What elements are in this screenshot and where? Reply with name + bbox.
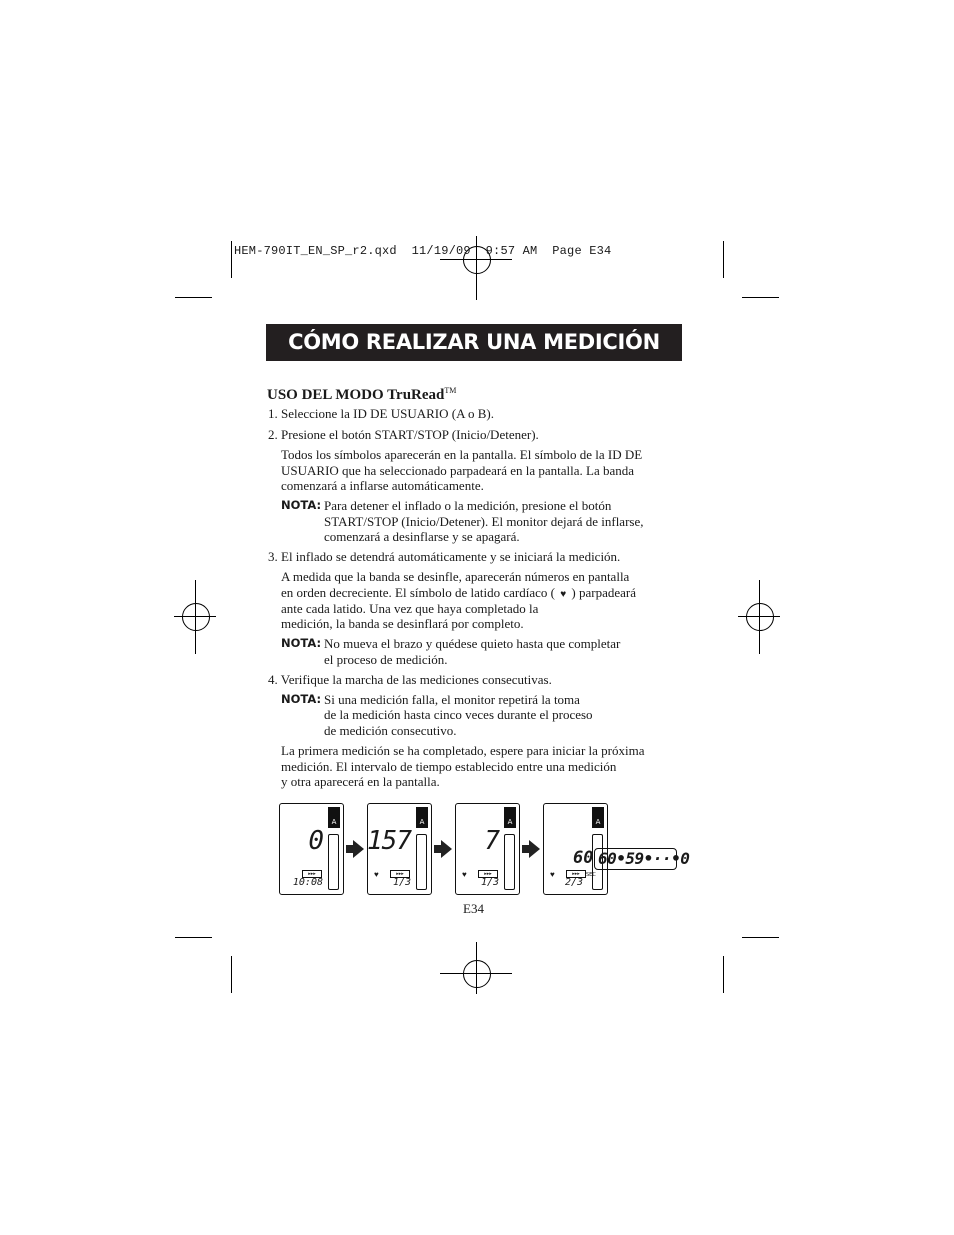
registration-mark bbox=[759, 580, 760, 654]
lcd-value: 7 bbox=[484, 826, 499, 856]
paragraph-line: Todos los símbolos aparecerán en la pantalla. El símbolo de la ID DE bbox=[281, 447, 643, 462]
note-label: NOTA: bbox=[281, 498, 322, 512]
right-arrow-icon bbox=[353, 840, 364, 858]
lcd-time: 10:08 bbox=[292, 877, 323, 888]
paragraph-line: A medida que la banda se desinfle, aparecerán números en pantalla bbox=[281, 569, 630, 584]
note-line: de medición consecutivo. bbox=[324, 723, 457, 738]
heart-icon: ♥ bbox=[560, 589, 567, 600]
user-icon: A bbox=[592, 807, 604, 828]
note-line: START/STOP (Inicio/Detener). El monitor dejará de inflarse, bbox=[324, 514, 644, 529]
battery-icon: ▸▸▸ bbox=[478, 870, 498, 878]
heart-icon: ♥ bbox=[550, 870, 555, 879]
registration-mark bbox=[476, 942, 477, 994]
crop-mark bbox=[175, 297, 212, 298]
step-1: 1. Seleccione la ID DE USUARIO (A o B). bbox=[268, 406, 495, 421]
right-arrow-icon bbox=[434, 845, 441, 853]
user-icon: A bbox=[328, 807, 340, 828]
crop-mark bbox=[742, 937, 779, 938]
step-4: 4. Verifique la marcha de las mediciones consecutivas. bbox=[268, 672, 552, 687]
lcd-display-3 bbox=[455, 803, 520, 895]
page-title: CÓMO REALIZAR UNA MEDICIÓN bbox=[266, 324, 682, 361]
crop-mark bbox=[723, 241, 724, 278]
note-line: Si una medición falla, el monitor repetirá la toma bbox=[324, 692, 580, 707]
pressure-bar bbox=[504, 834, 515, 890]
user-icon: A bbox=[416, 807, 428, 828]
right-arrow-icon bbox=[529, 840, 540, 858]
file-slug: HEM-790IT_EN_SP_r2.qxd 11/19/09 9:57 AM Page E34 bbox=[234, 244, 612, 258]
paragraph-line: en orden decreciente. El símbolo de latido cardíaco ( ♥ ) parpadeará bbox=[281, 585, 636, 603]
note-line: Para detener el inflado o la medición, presione el botón bbox=[324, 498, 612, 513]
registration-mark bbox=[746, 603, 774, 631]
heart-icon: ♥ bbox=[374, 870, 379, 879]
user-icon: A bbox=[504, 807, 516, 828]
note-line: de la medición hasta cinco veces durante el proceso bbox=[324, 707, 593, 722]
battery-icon: ▸▸▸ bbox=[566, 870, 586, 878]
paragraph-line: USUARIO que ha seleccionado parpadeará en la pantalla. La banda bbox=[281, 463, 635, 478]
pressure-bar bbox=[328, 834, 339, 890]
battery-icon: ▸▸▸ bbox=[390, 870, 410, 878]
lcd-count: 2/3 bbox=[564, 877, 583, 888]
registration-mark bbox=[463, 960, 491, 988]
page-number: E34 bbox=[463, 901, 484, 916]
crop-mark bbox=[231, 241, 232, 278]
right-arrow-icon bbox=[522, 845, 529, 853]
right-arrow-icon bbox=[346, 845, 353, 853]
lcd-display-2 bbox=[367, 803, 432, 895]
countdown-value: 60 bbox=[573, 848, 594, 868]
trademark: TM bbox=[444, 386, 457, 395]
pressure-bar bbox=[416, 834, 427, 890]
sec-label: SEC bbox=[586, 872, 596, 878]
countdown-sequence: 60•59•··•0 bbox=[598, 849, 690, 868]
paragraph-line: y otra aparecerá en la pantalla. bbox=[281, 774, 440, 789]
lcd-display-1 bbox=[279, 803, 344, 895]
paragraph-line: La primera medición se ha completado, espere para iniciar la próxima bbox=[281, 743, 645, 758]
paragraph-line: medición, la banda se desinflará por completo. bbox=[281, 616, 524, 631]
right-arrow-icon bbox=[441, 840, 452, 858]
section-heading: USO DEL MODO TruRead™ bbox=[267, 386, 457, 403]
lcd-count: 1/3 bbox=[392, 877, 411, 888]
heart-icon: ♥ bbox=[462, 870, 467, 879]
step-2: 2. Presione el botón START/STOP (Inicio/Detener). bbox=[268, 427, 539, 442]
lcd-value: 0 bbox=[308, 826, 323, 856]
registration-mark bbox=[182, 603, 210, 631]
note-label: NOTA: bbox=[281, 692, 322, 706]
registration-mark bbox=[195, 580, 196, 654]
note-line: No mueva el brazo y quédese quieto hasta que completar bbox=[324, 636, 621, 651]
step-3: 3. El inflado se detendrá automáticamente y se iniciará la medición. bbox=[268, 549, 621, 564]
note-line: comenzará a desinflarse y se apagará. bbox=[324, 529, 520, 544]
paragraph-line: comenzará a inflarse automáticamente. bbox=[281, 478, 484, 493]
battery-icon: ▸▸▸ bbox=[302, 870, 322, 878]
paragraph-line: medición. El intervalo de tiempo establecido entre una medición bbox=[281, 759, 617, 774]
crop-mark bbox=[723, 956, 724, 993]
note-line: el proceso de medición. bbox=[324, 652, 448, 667]
crop-mark bbox=[175, 937, 212, 938]
lcd-value: 157 bbox=[367, 826, 411, 856]
lcd-count: 1/3 bbox=[480, 877, 499, 888]
crop-mark bbox=[742, 297, 779, 298]
note-label: NOTA: bbox=[281, 636, 322, 650]
crop-mark bbox=[231, 956, 232, 993]
paragraph-line: ante cada latido. Una vez que haya completado la bbox=[281, 601, 539, 616]
